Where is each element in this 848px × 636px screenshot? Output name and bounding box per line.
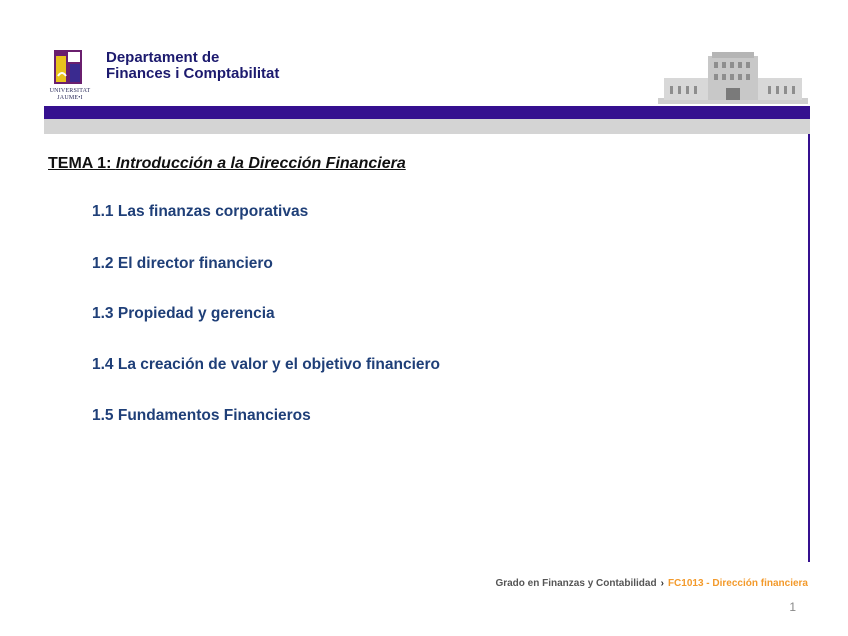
slide-footer [495, 578, 808, 589]
building-image [658, 48, 808, 104]
right-border-rule [808, 134, 810, 562]
topic-item: 1.3 Propiedad y gerencia [92, 305, 275, 322]
department-title [106, 50, 279, 82]
university-logo-icon [44, 46, 96, 88]
logo-text-line2: JAUME•I [57, 95, 83, 101]
heading-prefix: TEMA 1 [48, 155, 107, 172]
heading-colon: : [106, 155, 116, 172]
slide-heading [48, 155, 406, 173]
footer-degree: Grado en Finanzas y Contabilidad [495, 578, 657, 589]
page-number: 1 [789, 600, 796, 614]
logo-text-line1: UNIVERSITAT [49, 88, 91, 94]
department-line1: Departament de [106, 49, 220, 66]
department-line2: Finances i Comptabilitat [106, 65, 280, 82]
topic-item: 1.4 La creación de valor y el objetivo financiero [92, 356, 441, 373]
footer-course: FC1013 - Dirección financiera [667, 578, 808, 589]
header-band-grey [44, 119, 810, 134]
footer-separator-icon: › [660, 578, 664, 589]
topic-item: 1.2 El director financiero [92, 255, 273, 272]
topic-item: 1.1 Las finanzas corporativas [92, 203, 309, 220]
heading-title: Introducción a la Dirección Financiera [115, 155, 406, 172]
university-logo [44, 46, 96, 108]
header-band-purple [44, 106, 810, 119]
topic-item: 1.5 Fundamentos Financieros [92, 407, 311, 424]
